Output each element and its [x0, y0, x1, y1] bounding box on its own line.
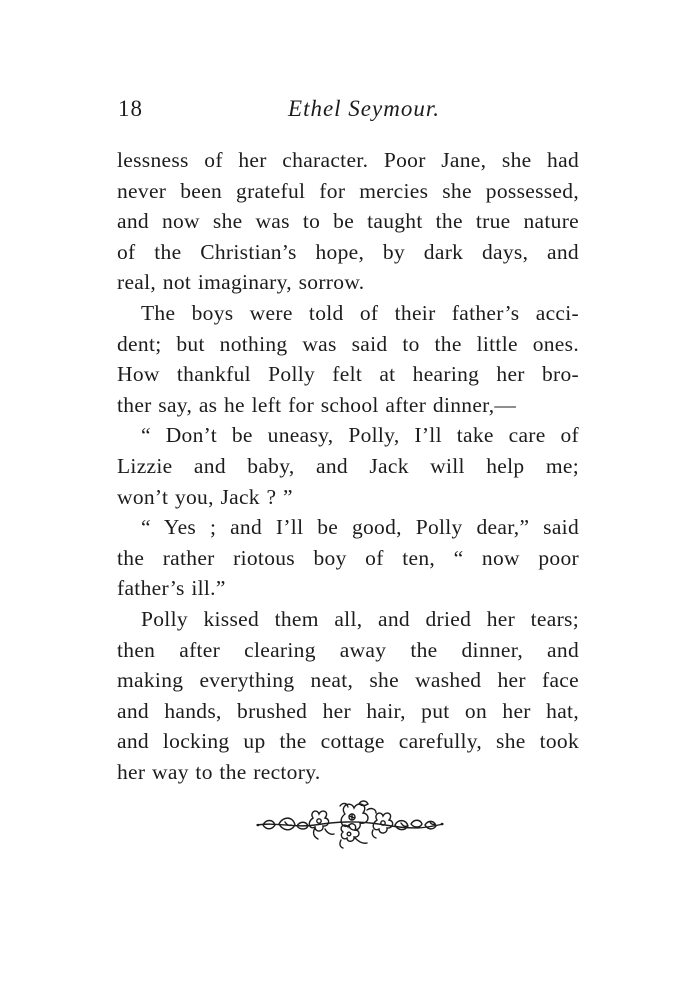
text-line: How thankful Polly felt at hearing her bro- — [117, 362, 579, 387]
text-line: making everything neat, she washed her face — [117, 668, 579, 693]
text-line: won’t you, Jack ? ” — [117, 484, 293, 509]
page-header — [118, 96, 580, 130]
text-line: Polly kissed them all, and dried her tears; — [141, 606, 579, 631]
body-text — [117, 145, 579, 787]
text-line: and now she was to be taught the true nature — [117, 209, 579, 234]
page-number: 18 — [118, 96, 143, 121]
text-line: never been grateful for mercies she possessed, — [117, 178, 579, 203]
paragraph-3 — [117, 420, 579, 512]
text-line: and locking up the cottage carefully, she took — [117, 729, 579, 754]
text-line: and hands, brushed her hair, put on her hat, — [117, 698, 579, 723]
text-line: Lizzie and baby, and Jack will help me; — [117, 453, 579, 478]
text-line: her way to the rectory. — [117, 759, 321, 784]
floral-tailpiece-icon — [255, 798, 445, 850]
text-line: dent; but nothing was said to the little ones. — [117, 331, 579, 356]
text-line: the rather riotous boy of ten, “ now poor — [117, 545, 579, 570]
text-line: real, not imaginary, sorrow. — [117, 270, 365, 295]
text-line: The boys were told of their father’s acci- — [141, 300, 579, 325]
text-line: lessness of her character. Poor Jane, she had — [117, 148, 579, 172]
running-title: Ethel Seymour. — [288, 96, 440, 121]
text-line: “ Yes ; and I’ll be good, Polly dear,” said — [141, 515, 579, 540]
paragraph-1 — [117, 145, 579, 298]
text-line: ther say, as he left for school after dinner,— — [117, 392, 517, 417]
paragraph-5 — [117, 604, 579, 788]
text-line: “ Don’t be uneasy, Polly, I’ll take care of — [141, 423, 579, 448]
text-line: of the Christian’s hope, by dark days, and — [117, 239, 579, 264]
text-line: father’s ill.” — [117, 576, 226, 601]
text-line: then after clearing away the dinner, and — [117, 637, 579, 662]
paragraph-4 — [117, 512, 579, 604]
paragraph-2 — [117, 298, 579, 420]
